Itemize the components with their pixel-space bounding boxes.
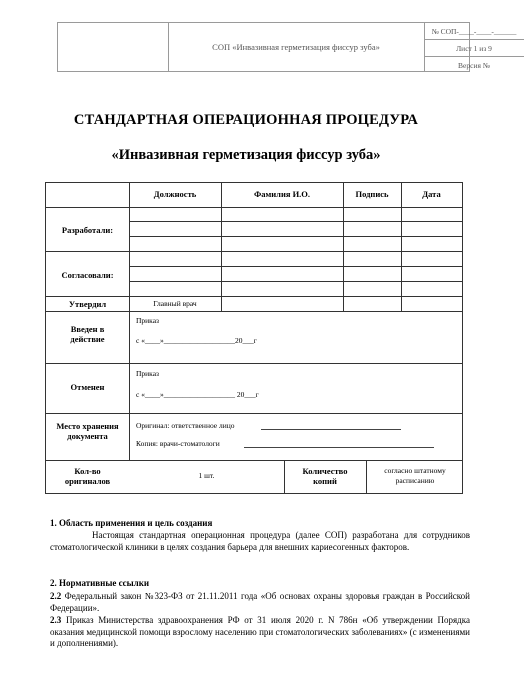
section-2-item-2-number: 2.3 [50, 615, 62, 625]
section-1-text: Настоящая стандартная операционная процедура (далее СОП) разработана для сотрудников стоматологической клиники в целях создания барьера для внешних кариесогенных факторов. [50, 530, 470, 552]
approval-table [45, 182, 463, 494]
row-label-cancelled: Отменен [70, 382, 105, 392]
header-sheet: Лист 1 из 9 [424, 40, 524, 57]
row-label-approved: Утвердил [68, 299, 107, 309]
storage-original-label: Оригинал: ответственное лицо [136, 421, 235, 430]
col-header-signature: Подпись [355, 189, 389, 199]
section-2-heading: 2. Нормативные ссылки [50, 578, 150, 588]
header-version: Версия № [458, 60, 490, 70]
approved-position-value: Главный врач [153, 299, 197, 308]
copies-value: 1 шт. [198, 471, 215, 480]
copies-count-value: согласно штатному расписанию [384, 466, 446, 485]
header-doc-title: СОП «Инвазивная герметизация фиссур зуба» [168, 23, 425, 71]
cancelled-order-label: Приказ [136, 369, 160, 378]
row-label-introduced: Введен в действие [70, 324, 105, 344]
copies-count-label: Количество копий [302, 466, 348, 486]
storage-copy-label: Копия: врачи-стоматологи [136, 439, 220, 448]
header-logo-area [58, 23, 169, 71]
col-header-date: Дата [422, 189, 441, 199]
row-label-agreed: Согласовали: [61, 270, 114, 280]
section-1-heading: 1. Область применения и цель создания [50, 518, 213, 528]
page-subtitle: «Инвазивная герметизация фиссур зуба» [111, 147, 381, 163]
section-2-item-1-number: 2.2 [50, 591, 62, 601]
document-header [57, 22, 517, 72]
section-2-item-2 [50, 615, 470, 650]
page-title: СТАНДАРТНАЯ ОПЕРАЦИОННАЯ ПРОЦЕДУРА [73, 112, 419, 128]
cancelled-order-date: с «____»___________________ 20___г [136, 390, 259, 399]
introduced-order-date: с «____»___________________20___г [136, 336, 257, 345]
row-label-developed: Разработали: [61, 225, 114, 235]
header-sop-number: № СОП-____-____-______ [424, 23, 524, 40]
introduced-order-label: Приказ [136, 316, 160, 325]
col-header-position: Должность [153, 189, 197, 199]
section-2-item-1-text: Федеральный закон №323-ФЗ от 21.11.2011 года «Об основах охраны здоровья граждан в Российской Федерации». [50, 591, 470, 613]
section-2-item-1 [50, 591, 470, 614]
row-label-storage: Место хранения документа [56, 421, 119, 441]
col-header-name: Фамилия И.О. [253, 189, 311, 199]
row-label-copies: Кол-во оригиналов [64, 466, 111, 486]
header-meta [424, 23, 524, 71]
section-2-item-2-text: Приказ Министерства здравоохранения РФ от 31 июля 2020 г. N 786н «Об утверждении Порядка оказания медицинской помощи взрослому населению при стоматологических заболеваниях» (с изменениями и дополнениями). [50, 615, 470, 648]
